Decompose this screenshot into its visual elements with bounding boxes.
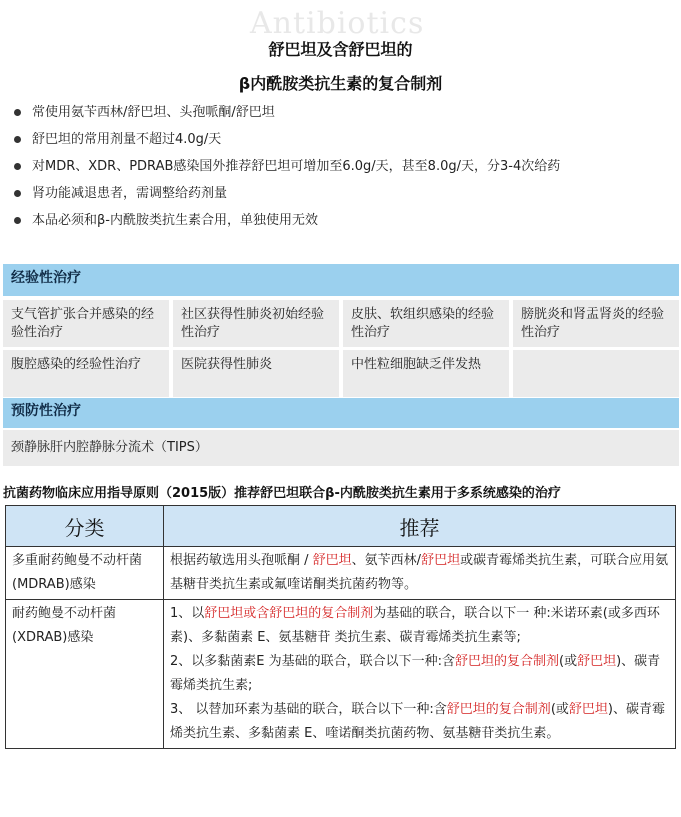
bullet-item: 舒巴坦的常用剂量不超过4.0g/天 (14, 131, 674, 158)
bullet-dot-icon (14, 136, 21, 143)
bullet-item: 常使用氨苄西林/舒巴坦、头孢哌酮/舒巴坦 (14, 104, 674, 131)
empirical-cell: 支气管扩张合并感染的经验性治疗 (3, 300, 169, 347)
table-caption: 抗菌药物临床应用指导原则（2015版）推荐舒巴坦联合β-内酰胺类抗生素用于多系统感染的治疗 (3, 486, 561, 501)
empirical-cell: 社区获得性肺炎初始经验性治疗 (173, 300, 339, 347)
row1-category: 多重耐药鲍曼不动杆菌 (MDRAB)感染 (6, 547, 164, 600)
bullet-dot-icon (14, 163, 21, 170)
row2-option-1: 1、以舒巴坦或含舒巴坦的复合制剂为基础的联合，联合以下一 种:米诺环素(或多西环素)、多黏菌素 E、氨基糖苷 类抗生素、碳青霉烯类抗生素等; (170, 606, 660, 645)
bullet-item: 对MDR、XDR、PDRAB感染国外推荐舒巴坦可增加至6.0g/天，甚至8.0g/天，分3-4次给药 (14, 158, 674, 185)
header-category: 分类 (6, 506, 164, 547)
page-title-line1: 舒巴坦及含舒巴坦的 (268, 40, 413, 59)
row2-category: 耐药鲍曼不动杆菌(XDRAB)感染 (6, 600, 164, 749)
empirical-cell: 膀胱炎和肾盂肾炎的经验性治疗 (513, 300, 679, 347)
preventive-item: 颈静脉肝内腔静脉分流术（TIPS） (3, 430, 679, 466)
bullet-item: 本品必须和β-内酰胺类抗生素合用，单独使用无效 (14, 212, 674, 239)
header-recommendation: 推荐 (164, 506, 676, 547)
empirical-cell: 医院获得性肺炎 (173, 350, 339, 397)
table-header-row (6, 506, 676, 547)
watermark-text: Antibiotics (250, 6, 425, 41)
row1-recommendation: 根据药敏选用头孢哌酮 / 舒巴坦、氨苄西林/舒巴坦或碳青霉烯类抗生素，可联合应用氨基糖苷类抗生素或氟喹诺酮类抗菌药物等。 (164, 547, 676, 600)
table-row (6, 547, 676, 600)
bullet-item: 肾功能减退患者，需调整给药剂量 (14, 185, 674, 212)
row2-recommendation (164, 600, 676, 749)
table-row (6, 600, 676, 749)
empirical-grid (3, 300, 679, 397)
empirical-cell: 皮肤、软组织感染的经验性治疗 (343, 300, 509, 347)
bullet-dot-icon (14, 190, 21, 197)
preventive-heading: 预防性治疗 (3, 398, 679, 428)
bullet-dot-icon (14, 109, 21, 116)
recommendation-table (5, 505, 676, 749)
row2-option-3: 3、 以替加环素为基础的联合，联合以下一种:含舒巴坦的复合制剂(或舒巴坦)、碳青霉烯类抗生素、多黏菌素 E、喹诺酮类抗菌药物、氨基糖苷类抗生素。 (170, 702, 665, 741)
bullet-dot-icon (14, 217, 21, 224)
bullet-list (14, 104, 674, 239)
empirical-cell: 腹腔感染的经验性治疗 (3, 350, 169, 397)
empirical-cell: 中性粒细胞缺乏伴发热 (343, 350, 509, 397)
page-title-line2: β内酰胺类抗生素的复合制剂 (238, 74, 443, 93)
row2-option-2: 2、以多黏菌素E 为基础的联合，联合以下一种:含舒巴坦的复合制剂(或舒巴坦)、碳青霉烯类抗生素; (170, 654, 661, 693)
empirical-cell-empty (513, 350, 679, 397)
empirical-heading: 经验性治疗 (3, 264, 679, 296)
